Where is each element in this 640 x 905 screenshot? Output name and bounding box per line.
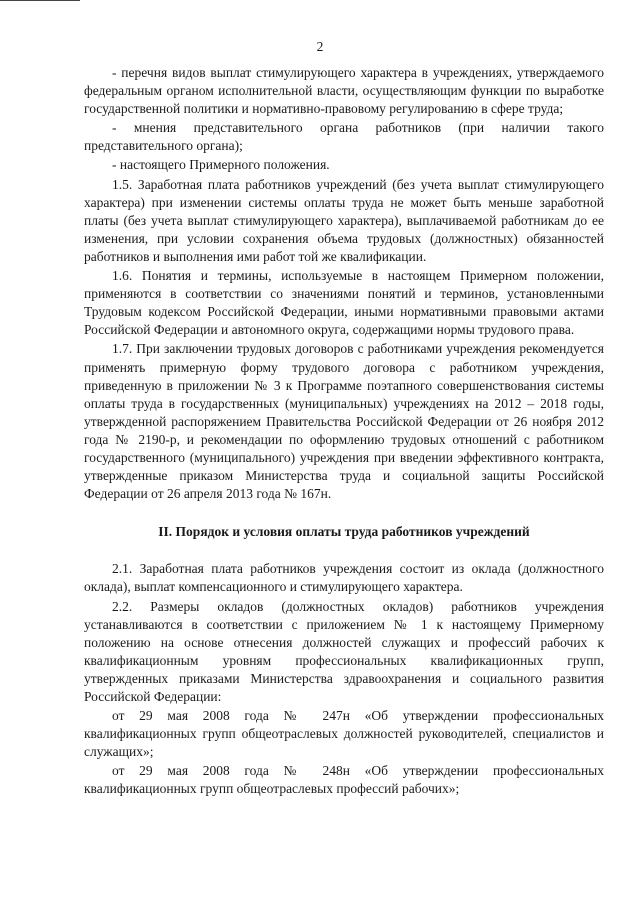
clause-1-5: 1.5. Заработная плата работников учреждений (без учета выплат стимулирующего характера) при изменении системы оплаты труда не может быть меньше заработной платы (без учета выплат стимулирующего характера), выплачиваемой работникам до ее изменения, при условии сохранения объема трудовых (должностных) обязанностей работников и выполнения ими работ той же квалификации. (84, 176, 604, 264)
page-number: 2 (316, 39, 324, 54)
document-body (84, 64, 604, 799)
clause-1-6: 1.6. Понятия и термины, используемые в настоящем Примерном положении, применяются в соответствии со значениями понятий и терминов, установленными Трудовым кодексом Российской Федерации, иными нормативными правовыми актами Российской Федерации и автономного округа, содержащими нормы трудового права. (84, 268, 604, 338)
section-heading: II. Порядок и условия оплаты труда работников учреждений (158, 524, 530, 540)
order-248n: от 29 мая 2008 года № 248н «Об утверждении профессиональных квалификационных групп общеотраслевых профессий рабочих»; (84, 763, 604, 797)
clause-1-7: 1.7. При заключении трудовых договоров с работниками учреждения рекомендуется применять примерную форму трудового договора с работником учреждения, приведенную в приложении № 3 к Программе поэтапного совершенствования системы оплаты труда в государственных (муниципальных) учреждениях на 2012 – 2018 годы, утвержденной распоряжением Правительства Российской Федерации от 26 ноября 2012 года № 2190-р, и рекомендации по оформлению трудовых отношений с работником государственного (муниципального) учреждения при введении эффективного контракта, утвержденные приказом Министерства труда и социальной защиты Российской Федерации от 26 апреля 2013 года № 167н. (84, 341, 604, 502)
list-item-perechen: - перечня видов выплат стимулирующего характера в учреждениях, утверждаемого федеральным органом исполнительной власти, осуществляющим функции по выработке государственной политики и нормативно-правовому регулированию в сфере труда; (84, 65, 604, 117)
order-247n: от 29 мая 2008 года № 247н «Об утверждении профессиональных квалификационных групп общеотраслевых должностей руководителей, специалистов и служащих»; (84, 708, 604, 760)
list-item-mnenie: - мнения представительного органа работников (при наличии такого представительного органа); (84, 120, 604, 154)
corner-scan-mark (0, 0, 80, 1)
list-item-polozhenie: - настоящего Примерного положения. (112, 157, 330, 173)
clause-2-2: 2.2. Размеры окладов (должностных окладов) работников учреждения устанавливаются в соответствии с приложением № 1 к настоящему Примерному положению на основе отнесения должностей служащих и профессий рабочих к квалификационным уровням профессиональных квалификационных групп, утвержденных приказами Министерства здравоохранения и социального развития Российской Федерации: (84, 598, 604, 704)
clause-2-1: 2.1. Заработная плата работников учреждения состоит из оклада (должностного оклада), выплат компенсационного и стимулирующего характера. (84, 561, 604, 595)
